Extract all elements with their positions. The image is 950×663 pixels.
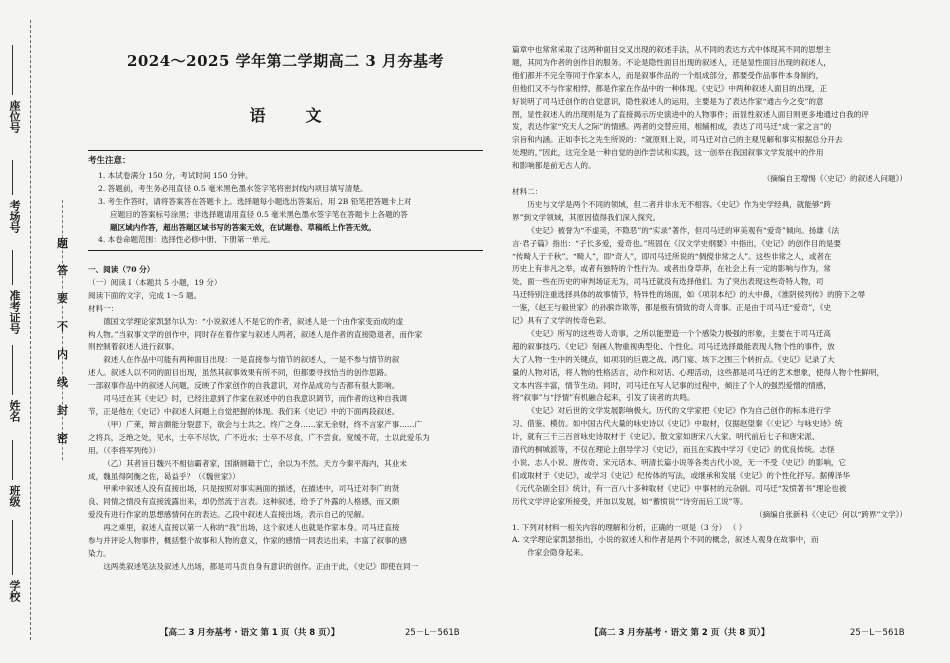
text-line: 历史上有非凡之举，或者有独特的个性行为。或者出身草莽，在社会上有一定的影响与作为，常 [512,264,831,274]
text-line: 计，就有三千三百首咏史诗取材于《史记》。散文家如唐宋八大家、明代前后七子和唐宋派、 [512,432,820,442]
text-line: 《史记》所写的这些奇人奇事，之所以能塑造一个个感染力极强的形象，主要在于司马迁高 [527,328,831,338]
page-code-right: 25－L－561B [850,628,905,638]
text-line: 《元代杂剧全目》统计，有一百八十多种取材《史记》中事材的元杂剧。司马迁“发愤著书”理论也被 [512,483,847,493]
text-line: 用。（《李将军列传》） [88,445,161,455]
text-line: 《史记》对后世的文学发展影响极大。历代的文学家把《史记》作为自己创作的标本进行学 [527,406,831,416]
text-line: 历代文学评论家所接受，并加以发展，如“蓄愤说”“诗穷而后工说”等。 [512,496,748,506]
notice-item: 题区域内作答，超出答题区域书写的答案无效，在试题卷、草稿纸上作答无效。 [110,222,376,232]
exam-notice [88,150,483,251]
text-line: 量的人物对话，将人物的性格活言，动作和对话、心理活动，这些都是司马迁的艺术想象，使得人物个性鲜明， [512,367,885,377]
seal-char: 要 [57,292,68,305]
text-line: 一部叙事作品中的叙述人问题，反映了作家创作的自我意识，对作品成功与否都有很大影响。 [88,381,400,391]
exam-room-line [12,160,13,195]
text-line: 爱没有进行作家的思想感情何在的表达。乙段中叙述人直接出场，表示自己的见解。 [88,510,369,520]
seal-char: 答 [57,264,68,277]
text-line: 则控制着叙述人进行叙事。 [88,342,180,352]
text-line: 小说、志人小说、唐传奇、宋元话本、明清长篇小说等各类古代小说，无一不受《史记》的影响，它 [512,458,847,467]
text-line: 题，其同为作者的创作目的服务。不论是隐性面目出现的叙述人，还是显性面目出现的叙述人， [512,57,831,67]
text-line: 篇章中也常常采取了这两种面目交叉出现的叙述手法，从不同的表达方式中体现其不同的思想主 [512,45,831,54]
text-line: 甲乘中叙述人没有直接出场，只是按照对事实画面的描述，在描述中，司马迁对李广的贤 [103,484,400,494]
text-line: 染力。 [88,548,111,558]
page-code-left: 25－L－561B [405,628,460,638]
text-line: （乙）其者旨日魏兴不相信霸者家，国渐厕籍于亡，余以为不然。天方今秦平海内，其业未 [103,458,407,468]
text-line: 阅读下面的文字，完成 1～5 题。 [88,290,202,300]
text-line: 材料二： [512,186,543,196]
text-line: 司马迁在其《史记》时，已经注意到了作家在叙述中的自我意识调节，而作者的这种自我调 [103,394,407,404]
text-line: 构人物。”当叙事文学的创作中，同时存在着作家与叙述人两者，叙述人是作者的直接隐退者，而作家 [88,329,423,339]
text-line: 一鉴，《赵王与毅世家》的孙膑诈欺等，都是极有情致的奇人奇事。正是由于司马迁“爱奇”，《史 [512,303,832,313]
seal-char: 线 [57,376,68,389]
text-line: （甲）广莱，辩言颇能分裂意下，欲会与士共之。终广之身……家无余财，终不言家产事……广 [103,419,423,429]
text-line: 成，魏虽得阿衡之佐，曷益乎？（《魏世家》） [88,471,240,481]
text-line: 和影响都是前无古人的。 [512,161,596,171]
text-line: 超的叙事技巧。《史记》刻画人物重视典型化、个性化。司马迁选择最能表现人物个性的事件，放 [512,341,835,351]
notice-item: 1. 本试卷满分 150 分，考试时间 150 分钟。 [98,170,253,180]
class-line [12,440,13,480]
text-line: 文本内容丰富，情节生动。同时，司马迁在写人记事的过程中，倾注了个人的强烈爱憎的情感， [512,380,831,390]
seat-number-label: 座位号 [8,100,21,133]
school-line [12,520,13,575]
text-line: （一）阅读 Ⅰ（本题共 5 小题，19 分） [88,277,222,287]
seal-char: 密 [57,432,68,445]
text-line: 宗旨和内涵。正如李长之先生所说的：“就原则上说，司马迁对自己的主观见解和事实根据总分开去 [512,135,843,145]
name-label: 姓名 [8,400,21,422]
notice-item: 4. 本卷命题范围：选择性必修中册、下册第一单元。 [98,235,275,245]
text-line: 这两类叙述笔法及叙述人出场，都是司马贡自身有意识的创作。正由于此，《史记》即使在同一 [103,561,419,571]
text-line: 历史与文学是两个不同的领域，但二者并非永无不相容。《史记》作为史学经典，就能够“跨 [527,199,832,209]
text-line: 良、同情之情没有直接流露出来，却仍然流于言表。这种叙述，给予了外露的人格感，而又颇 [88,497,400,507]
text-line: 界”到文学领域，其原因值得我们深入探究。 [512,212,661,222]
text-line: 德国文学理论家凯瑟尔认为：“小说叙述人不是它的作者，叙述人是一个由作家变而成的虚 [103,316,404,326]
left-column [88,264,483,574]
text-line: 《史记》被誉为“不虚美，不隐恶”的“实录”著作，但司马迁的审美观有“爱奇”倾向。扬雄《法 [527,225,840,235]
seal-char: 内 [57,348,68,361]
text-line: 1. 下列对材料一相关内容的理解和分析，正确的一项是（3 分） （ ） [512,522,747,532]
text-line: A. 文学理论家凯瑟指出，小说的叙述人和作者是两个不同的概念，叙述人观身在故事中，而 [512,535,819,545]
text-line: 他们都并不完全等同于作家本人，而是叙事作品的一个组成部分，都要受作品事件本身制约， [512,70,824,80]
text-line: 叙述人在作品中可能有两种面目出现：一是直接参与情节的叙述人，一是不参与情节的叙 [103,355,400,365]
page-footer-right: 【高二 3 月夯基考 · 语文 第 2 页（共 8 页）】 [590,628,770,638]
text-line: 将“叙事”与“抒情”有机融合起来，引发了读者的共鸣。 [512,393,695,403]
seal-char: 不 [57,320,68,333]
text-line: 习、借鉴、模仿。如中国古代大量的咏史诗以《史记》中取材，仅据赵望秦《〈史记〉与咏史诗》统 [512,419,843,429]
school-label: 学校 [8,580,21,602]
seal-char: 封 [57,404,68,417]
text-line: 记》具有了文学的传奇色彩。 [512,316,611,326]
class-label: 班级 [8,485,21,507]
right-column [512,44,907,560]
text-line: 之将兵，乏绝之处，见水，士卒不尽饮，广不近水；士卒不尽食，广不尝食。宽缓不苛，士以此爱乐为 [88,432,430,442]
text-line: （摘编自张新科《〈史记〉何以“跨界”文学》） [754,509,907,519]
text-line: 言·君子篇》指出：“子长多爱，爱奇也。”班固在《汉文学史纲要》中指出，《史记》的创作目的是要 [512,238,842,248]
text-line: 大了人物一生中的关键点，如项羽的巨鹿之战、鸿门宴、垓下之围三个转折点。《史记》记录了大 [512,354,835,364]
text-line: 图，显性叙述人的出现则是为了直接揭示历史演进中的人物事件；而显性叙述人面目则更多地通过自我的评 [512,109,869,119]
text-line: “传畸人于千秋”。“畸人”，即“奇人”，即司马迁所说的“倜傥非常之人”。这些非常之人，或者在 [512,251,832,261]
text-line: 但他们又不与作家相悖，都是作家在作品中的一种体现。《史记》中两种叙述人面目的出现，正 [512,83,828,93]
text-line: 材料一： [88,303,119,313]
notice-item: 2. 答题前，考生务必用直径 0.5 毫米黑色墨水签字笔将密封线内项目填写清楚。 [98,183,368,193]
text-line: 们或取材于《史记》，或学习《史记》纪传体的写法，或继承和发展《史记》的个性化抒写。据傅泽华 [512,470,850,480]
seal-dotted-line [30,20,31,640]
text-line: 清代的桐城派等，不仅在理论上倡导学习《史记》，而且在实践中学习《史记》的优良传统。志怪 [512,445,835,455]
text-line: 参与并评论人物事件，概括整个故事和人物的意义，作家的感情一同表达出来，丰富了叙事的感 [88,536,407,546]
notice-heading: 考生注意： [88,156,131,166]
exam-number-line [12,250,13,285]
exam-title: 2024～2025 学年第二学期高二 3 月夯基考 [126,52,445,70]
text-line: 处，面一些在历史的审判场证无为，司马迁就没有选择他们。为了突出表现这些奇特人物，司 [512,277,824,287]
text-line: 一、阅读（70 分） [88,265,155,274]
binding-margin [0,0,40,663]
text-line: （摘编自王增惕《〈史记〉的叙述人问题》） [762,174,907,184]
text-line: 作家会隐身起来。 [527,548,588,558]
exam-room-label: 考场号 [8,200,21,233]
exam-number-label: 准考证号 [8,290,21,334]
text-line: 述人。叙述人以不同的面目出现，虽然其叙事效果有所不同，但都要寻找恰当的创作思路。 [88,368,392,378]
text-line: 处理的，”因此，这完全是一种自觉的创作尝试和实践，这一创举在我国叙事文学发展中的作用 [512,148,824,158]
notice-item: 应题目的答案标号涂黑；非选择题请用直径 0.5 毫米黑色墨水签字笔在答题卡上各题的答 [110,209,408,219]
text-line: 再之乘里，叙述人直接以第一人称的“我”出场，这个叙述人也就是作家本身。司马迁直接 [103,523,400,533]
text-line: 马迁特别注重选择具体的故事情节，特异性的场面，如《项羽本纪》的大中鼻，《淮阴侯列传》的胯下之辱 [512,290,866,300]
subject-title: 语文 [249,106,362,125]
text-line: 好说明了司马迁创作的自觉意识，隐性叙述人的运用，主要是为了表达作家“通古今之变”的意 [512,96,824,106]
page-footer-left: 【高二 3 月夯基考 · 语文 第 1 页（共 8 页）】 [160,628,340,638]
text-line: 节，正是他在《史记》中叙述人问题上自觉把握的体现。我们来《史记》中的下面两段叙述。 [88,406,400,416]
seat-number-line [12,45,13,95]
name-line [12,345,13,395]
seal-char: 题 [57,237,68,250]
notice-item: 3. 考生作答时，请将答案答在答题卡上。选择题每小题选出答案后，用 2B 铅笔把答题卡上对 [98,196,412,206]
text-line: 发，表达作家“究天人之际”的情感。两者的交替应用，相辅相成，表达了司马迁“成一家之言”的 [512,122,832,132]
